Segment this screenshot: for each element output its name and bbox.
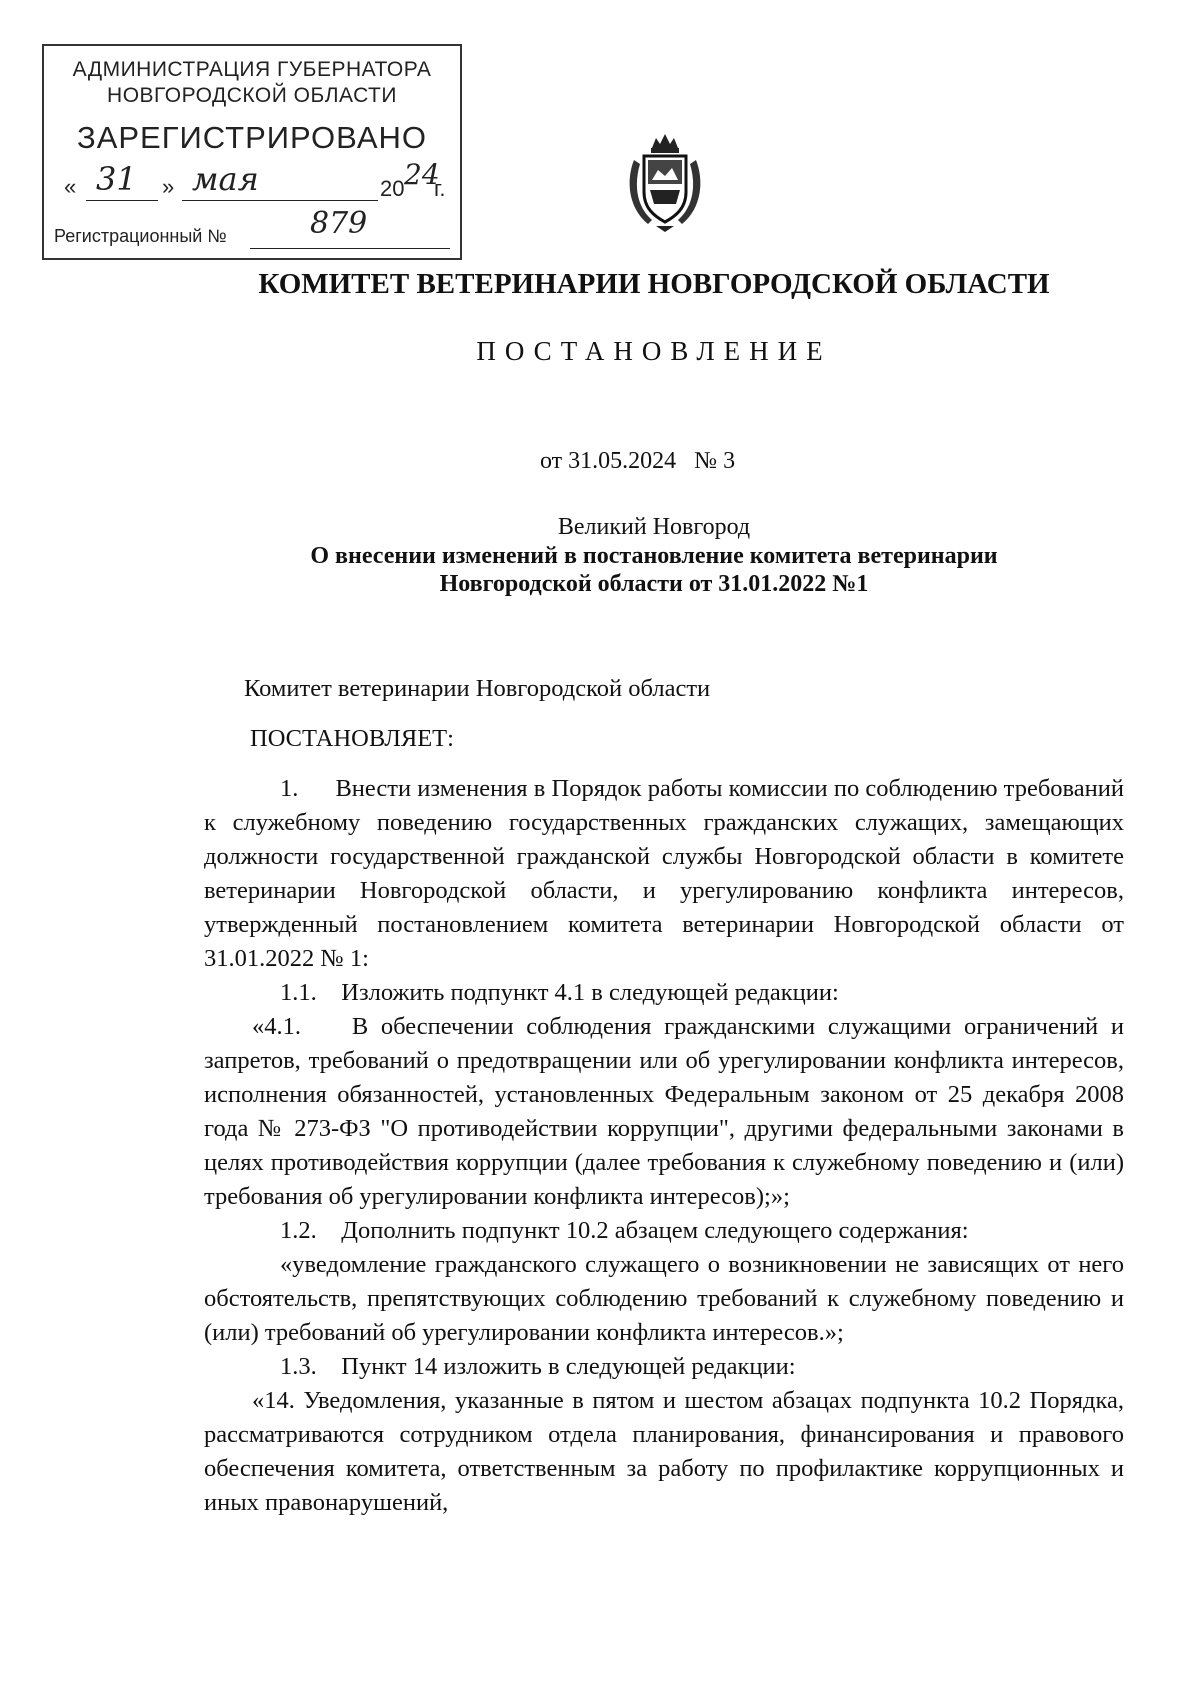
stamp-registered: ЗАРЕГИСТРИРОВАНО [76, 120, 427, 155]
paragraph-1-2-text: «уведомление гражданского служащего о возникновении не зависящих от него обстоятельств, препятствующих соблюдению требований к служебному поведению и (или) требований об урегулировании конфликта интересов.»; [204, 1251, 1124, 1346]
paragraph-1-3: 1.3. Пункт 14 изложить в следующей редакции: [280, 1353, 796, 1380]
document-type: ПОСТАНОВЛЕНИЕ [476, 336, 832, 366]
stamp-line-2: НОВГОРОДСКОЙ ОБЛАСТИ [107, 84, 397, 107]
paragraph-1-1: 1.1. Изложить подпункт 4.1 в следующей редакции: [280, 979, 839, 1006]
stamp-date-row [62, 158, 457, 204]
paragraph-1-3-text: «14. Уведомления, указанные в пятом и шестом абзацах подпункта 10.2 Порядка, рассматриваются сотрудником отдела планирования, финансирования и правового обеспечения комитета, ответственным за работу по профилактике коррупционных и иных правонарушений, [204, 1387, 1124, 1516]
registration-stamp [42, 44, 462, 260]
date-and-number: от 31.05.2024 № 3 [540, 448, 736, 474]
paragraph-1-1-text: «4.1. В обеспечении соблюдения гражданскими служащими ограничений и запретов, требований о предотвращении или об урегулировании конфликта интересов, исполнения обязанностей, установленных Федеральным законом от 25 декабря 2008 года № 273-ФЗ "О противодействии коррупции", другими федеральными законами в целях противодействия коррупции (далее требования к служебному поведению и (или) требования об урегулировании конфликта интересов);»; [204, 1013, 1131, 1210]
stamp-quote-open: « [64, 174, 77, 199]
stamp-reg-label: Регистрационный № [54, 226, 227, 246]
committee-title: КОМИТЕТ ВЕТЕРИНАРИИ НОВГОРОДСКОЙ ОБЛАСТИ [258, 268, 1050, 300]
resolves-heading: ПОСТАНОВЛЯЕТ: [250, 725, 454, 752]
subject-line-1: О внесении изменений в постановление комитета ветеринарии [310, 543, 998, 569]
stamp-quote-close: » [162, 174, 175, 199]
paragraph-1-2: 1.2. Дополнить подпункт 10.2 абзацем следующего содержания: [280, 1217, 969, 1244]
stamp-line-1: АДМИНИСТРАЦИЯ ГУБЕРНАТОРА [72, 58, 432, 81]
stamp-year-prefix: 20 [380, 176, 405, 201]
subject-title [204, 542, 1104, 598]
stamp-day: 31 [96, 160, 137, 198]
stamp-reg-row [54, 206, 454, 252]
stamp-year-suffix: 24 [404, 158, 440, 191]
subject-line-2: Новгородской области от 31.01.2022 №1 [439, 571, 869, 597]
stamp-reg-number: 879 [310, 206, 368, 241]
coat-of-arms-icon [622, 130, 708, 234]
resolution-body [204, 772, 1131, 1520]
stamp-month: мая [192, 160, 259, 198]
city: Великий Новгород [557, 514, 751, 540]
paragraph-1: 1. Внести изменения в Порядок работы комиссии по соблюдению требований к служебному поведению государственных гражданских служащих, замещающих должности государственной гражданской службы Новгородской области в комитете ветеринарии Новгородской области, и урегулированию конфликта интересов, утвержденный постановлением комитета ветеринарии Новгородской области от 31.01.2022 № 1: [204, 775, 1131, 972]
stamp-year-unit: г. [434, 176, 446, 201]
preamble: Комитет ветеринарии Новгородской области [244, 675, 711, 702]
